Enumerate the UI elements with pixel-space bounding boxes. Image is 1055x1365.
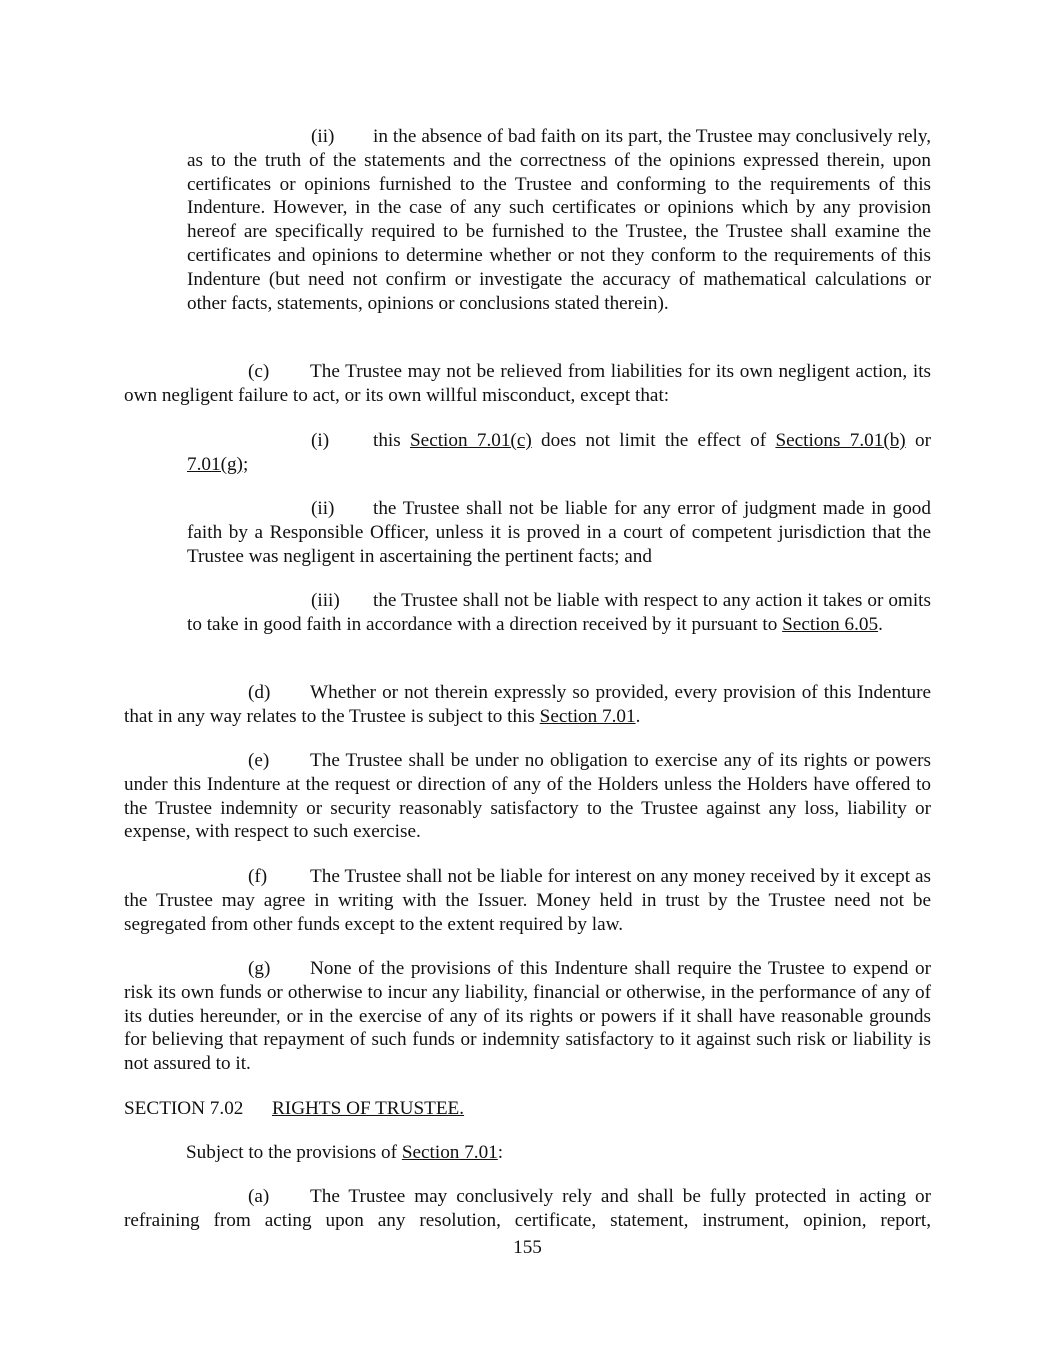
paragraph-a <box>124 1185 931 1233</box>
paragraph-subject: Subject to the provisions of Section 7.01: <box>186 1142 504 1163</box>
paragraph-f <box>124 865 931 936</box>
section-link[interactable]: 7.01(g) <box>187 453 243 475</box>
paragraph-e <box>124 749 931 844</box>
paragraph-text: Subject to the provisions of <box>186 1142 402 1163</box>
item-label: (i) <box>311 430 330 451</box>
paragraph-c-ii <box>187 497 931 568</box>
section-link[interactable]: Section 7.01(c) <box>410 430 532 451</box>
item-label: (ii) <box>311 126 335 147</box>
section-heading <box>124 1097 931 1121</box>
section-link[interactable]: Sections 7.01(b) <box>775 430 906 451</box>
section-number: SECTION 7.02 <box>124 1098 244 1119</box>
section-link[interactable]: Section 6.05 <box>782 613 879 635</box>
paragraph-c <box>124 360 931 408</box>
paragraph-c-iii: (iii) the Trustee shall not be liable with respect to any action it takes or omits to take in good faith in accordance with a direction received by it pursuant to Section 6.05. <box>187 590 931 635</box>
paragraph-text: the Trustee shall not be liable with respect to any action it takes or omits to take in good faith in accordance with a direction received by it pursuant to <box>187 590 931 635</box>
page-number: 155 <box>513 1237 542 1258</box>
item-label: (g) <box>248 958 271 979</box>
item-label: (c) <box>248 361 270 382</box>
paragraph-text: The Trustee shall not be liable for interest on any money received by it except as the Trustee may agree in writing with the Issuer. Money held in trust by the Trustee need not be segregated from other funds except to the extent required by law. <box>124 866 931 935</box>
item-label: (e) <box>248 750 270 771</box>
item-label: (ii) <box>311 498 335 519</box>
section-link[interactable]: Section 7.01 <box>539 705 636 727</box>
paragraph-text: the Trustee shall not be liable for any error of judgment made in good faith by a Responsible Officer, unless it is proved in a court of competent jurisdiction that the Trustee was negligent in ascertaining the pertinent facts; and <box>187 498 931 567</box>
item-label: (iii) <box>311 590 340 611</box>
item-label: (d) <box>248 682 271 703</box>
paragraph-text: Whether or not therein expressly so provided, every provision of this Indenture that in any way relates to the Trustee is subject to this <box>124 682 931 727</box>
item-label: (f) <box>248 866 268 887</box>
item-label: (a) <box>248 1186 270 1207</box>
paragraph-text: The Trustee shall be under no obligation to exercise any of its rights or powers under this Indenture at the request or direction of any of the Holders unless the Holders have offered to the Trustee indemnity or security reasonably satisfactory to the Trustee against any loss, liability or expense, with respect to such exercise. <box>124 750 931 843</box>
paragraph-text: The Trustee may conclusively rely and shall be fully protected in acting or refraining from acting upon any resolution, certificate, statement, instrument, opinion, report, <box>124 1186 931 1231</box>
paragraph-text: None of the provisions of this Indenture shall require the Trustee to expend or risk its own funds or otherwise to incur any liability, financial or otherwise, in the performance of any of its duties hereunder, or in the exercise of any of its rights or powers if it shall have reasonable grounds for believing that repayment of such funds or indemnity satisfactory to it against such risk or liability is not assured to it. <box>124 958 931 1075</box>
paragraph-d: (d) Whether or not therein expressly so provided, every provision of this Indenture that in any way relates to the Trustee is subject to this Section 7.01. <box>124 682 931 727</box>
section-link[interactable]: Section 7.01 <box>401 1142 498 1163</box>
paragraph-b-ii <box>187 125 931 315</box>
section-title: RIGHTS OF TRUSTEE. <box>272 1098 465 1119</box>
paragraph-c-i: (i) this Section 7.01(c) does not limit the effect of Sections 7.01(b) or 7.01(g); <box>187 430 931 475</box>
paragraph-text: in the absence of bad faith on its part, the Trustee may conclusively rely, as to the truth of the statements and the correctness of the opinions expressed therein, upon certificates or opinions furnished to the Trustee and conforming to the requirements of this Indenture. However, in the case of any such certificates or opinions which by any provision hereof are specifically required to be furnished to the Trustee, the Trustee shall examine the certificates and opinions to determine whether or not they conform to the requirements of this Indenture (but need not confirm or investigate the accuracy of mathematical calculations or other facts, statements, opinions or conclusions stated therein). <box>187 126 931 314</box>
paragraph-g <box>124 957 931 1076</box>
paragraph-text: The Trustee may not be relieved from liabilities for its own negligent action, its own negligent failure to act, or its own willful misconduct, except that: <box>124 361 931 406</box>
